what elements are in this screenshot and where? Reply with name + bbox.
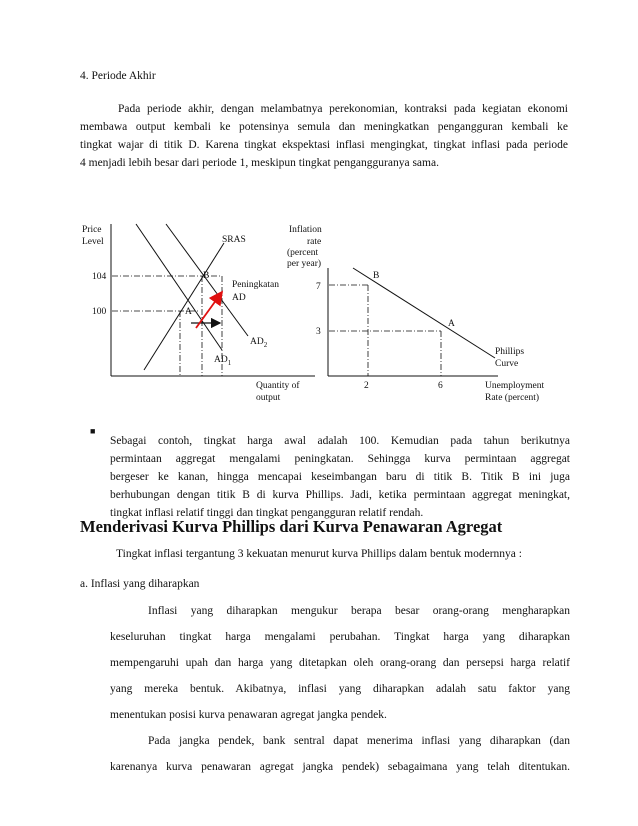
tick-7: 7	[316, 282, 321, 292]
ad-as-diagram	[82, 224, 315, 403]
phillips-curve-label: Curve	[495, 359, 519, 369]
phillips-curve-label: Phillips	[495, 347, 525, 357]
tick-6: 6	[438, 381, 443, 391]
body-line: menentukan posisi kurva penawaran agregat jangka pendek.	[110, 709, 387, 721]
phillips-curve-line	[353, 268, 495, 358]
intro-paragraph	[80, 100, 568, 172]
subsection-title: a. Inflasi yang diharapkan	[80, 578, 200, 590]
inflation-label: (percent	[287, 248, 319, 258]
bullet-line: bergeser ke kanan, hingga mencapai keseimbangan baru di titik B. Titik B ini juga	[110, 471, 570, 483]
body-line: Inflasi yang diharapkan mengukur berapa besar orang-orang mengharapkan	[148, 605, 570, 617]
bullet-paragraph	[110, 432, 570, 522]
inflation-label: Inflation	[289, 225, 322, 235]
section-title: 4. Periode Akhir	[80, 70, 156, 82]
price-level-label: Price	[82, 225, 102, 235]
tick-104: 104	[92, 272, 107, 282]
tick-3: 3	[316, 327, 321, 337]
intro-line: Pada periode akhir, dengan melambatnya perekonomian, kontraksi pada kegiatan ekonomi	[118, 103, 568, 115]
intro-line: membawa output kembali ke potensinya semula dan meningkatkan pengangguran kembali ke	[80, 121, 568, 133]
body-paragraph-2	[110, 728, 570, 780]
price-level-label: Level	[82, 237, 104, 247]
bullet-marker: ■	[90, 426, 96, 436]
bullet-line: Sebagai contoh, tingkat harga awal adalah 100. Kemudian pada tahun berikutnya	[110, 435, 570, 447]
inflation-label: rate	[307, 237, 322, 247]
body-line: karenanya kurva penawaran agregat jangka pendek) sebagaimana yang telah ditentukan.	[110, 761, 570, 773]
sras-label: SRAS	[222, 235, 246, 245]
unemployment-label: Rate (percent)	[485, 393, 540, 403]
point-a-label: A	[185, 307, 192, 317]
point-b-label: B	[203, 271, 210, 281]
ad1-label: $AD_1$	[214, 355, 232, 367]
phillips-point-a: A	[448, 319, 455, 329]
quantity-label: Quantity of	[256, 381, 300, 391]
peningkatan-label: Peningkatan	[232, 280, 279, 290]
peningkatan-label: AD	[232, 293, 246, 303]
body-paragraph-1	[110, 598, 570, 728]
body-line: mempengaruhi upah dan harga yang ditetapkan oleh orang-orang dan persepsi harga relatif	[110, 657, 570, 669]
bullet-line: permintaan aggregat mengalami peningkatan. Sehingga kurva permintaan aggregat	[110, 453, 570, 465]
bullet-line: tingkat inflasi relatif tinggi dan tingkat pengangguran relatif rendah.	[110, 507, 424, 519]
inflation-label: per year)	[287, 259, 322, 269]
ad2-label: $AD_2$	[250, 337, 268, 349]
economics-diagram	[70, 210, 570, 415]
tick-100: 100	[92, 307, 107, 317]
intro-line: tingkat wajar di titik D. Karena tingkat ekspektasi inflasi mengingkat, tingkat inflasi pada periode	[80, 139, 568, 151]
lead-sentence: Tingkat inflasi tergantung 3 kekuatan menurut kurva Phillips dalam bentuk modernnya :	[116, 548, 522, 560]
section-heading: Menderivasi Kurva Phillips dari Kurva Penawaran Agregat	[80, 517, 503, 536]
bullet-line: berhubungan dengan titik B di kurva Phillips. Jadi, ketika permintaan aggregat meningkat,	[110, 489, 570, 501]
ad1-curve	[136, 224, 222, 350]
body-line: yang mereka bentuk. Akibatnya, inflasi yang diharapkan adalah satu faktor yang	[110, 683, 570, 695]
intro-line: 4 menjadi lebih besar dari periode 1, meskipun tingkat pengangguranya sama.	[80, 157, 439, 169]
phillips-diagram	[287, 224, 544, 403]
quantity-label: output	[256, 393, 281, 403]
body-line: Pada jangka pendek, bank sentral dapat menerima inflasi yang diharapkan (dan	[148, 735, 570, 747]
phillips-point-b: B	[373, 271, 380, 281]
tick-2: 2	[364, 381, 369, 391]
unemployment-label: Unemployment	[485, 381, 545, 391]
body-line: keseluruhan tingkat harga mengalami perubahan. Tingkat harga yang diharapkan	[110, 631, 570, 643]
